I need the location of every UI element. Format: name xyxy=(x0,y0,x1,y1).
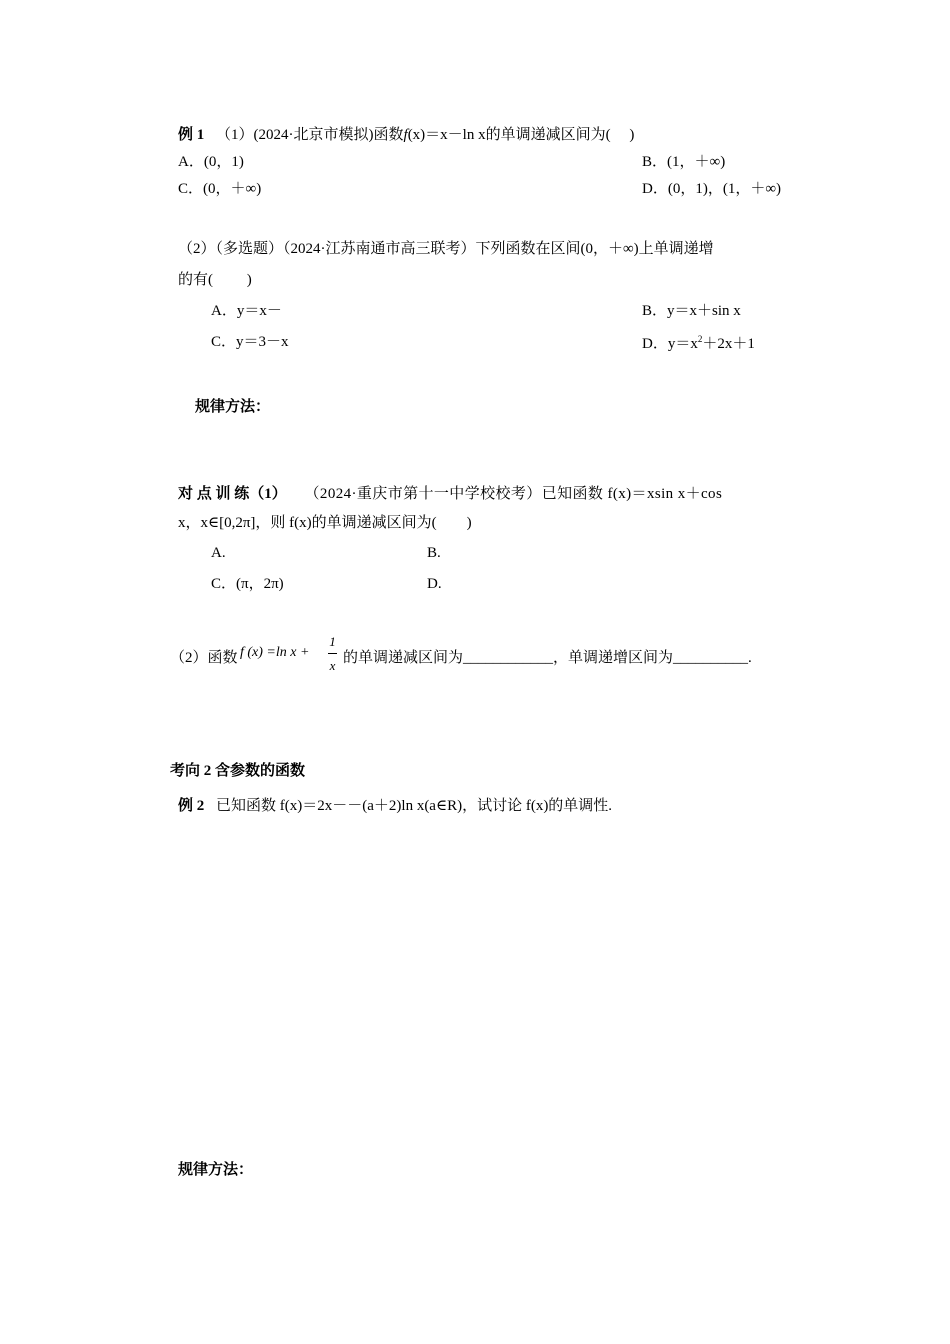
practice-option-c: C．(π，2π) xyxy=(211,576,284,592)
example-1-part2-line1: （2）（多选题）（2024·江苏南通市高三联考）下列函数在区间(0，＋∞)上单调递增 xyxy=(178,241,714,257)
example-1-lead: （1）(2024·北京市模拟)函数 xyxy=(216,127,404,143)
example-1-tail: 的单调递减区间为( ) xyxy=(485,127,635,143)
example-1-expr: (x)＝x－ln x xyxy=(407,127,486,143)
example-1-option-c: C．(0，＋∞) xyxy=(178,181,262,197)
example-2-text: 已知函数 f(x)＝2x－－(a＋2)ln x(a∈R)，试讨论 f(x)的单调性. xyxy=(216,798,613,814)
method-heading-1: 规律方法： xyxy=(195,399,271,415)
example-1-part2-option-d xyxy=(642,335,755,352)
practice-part2-lead: （2）函数 xyxy=(170,650,238,666)
example-2-label: 例 2 xyxy=(178,798,205,814)
example-1-part2-option-c: C．y＝3－x xyxy=(211,334,289,350)
method-heading-2: 规律方法： xyxy=(178,1162,254,1178)
practice-question: （2024·重庆市第十一中学校校考）已知函数 f(x)＝xsin x＋cos xyxy=(304,486,723,502)
practice-option-a: A. xyxy=(211,545,226,561)
practice-part2-formula: f (x) =ln x + xyxy=(240,645,310,660)
practice-part2-tail: 的单调递减区间为____________，单调递增区间为__________. xyxy=(343,650,752,666)
example-1-fx: f xyxy=(403,127,408,143)
practice-line2: x，x∈[0,2π]，则 f(x)的单调递减区间为( ) xyxy=(178,515,472,531)
example-1-part2-option-a: A．y＝x－ xyxy=(211,303,282,319)
fraction-bar xyxy=(328,653,337,654)
example-1-part2-option-b: B．y＝x＋sin x xyxy=(642,303,741,319)
example-1-option-a: A．(0，1) xyxy=(178,154,244,170)
example-1-line xyxy=(178,128,634,143)
option-d-exponent: 2 xyxy=(697,334,703,344)
example-2-line xyxy=(178,799,612,814)
option-d-pre: D．y＝x xyxy=(642,336,698,352)
example-1-label: 例 1 xyxy=(178,127,205,143)
example-1-option-b: B．(1，＋∞) xyxy=(642,154,726,170)
fraction-numerator: 1 xyxy=(329,634,336,649)
practice-option-b: B. xyxy=(427,545,441,561)
fraction-denominator: x xyxy=(329,658,336,673)
practice-option-d: D. xyxy=(427,576,442,592)
option-d-post: ＋2x＋1 xyxy=(702,336,755,352)
section-2-title: 考向 2 含参数的函数 xyxy=(170,763,306,779)
practice-label: 对 点 训 练（1） xyxy=(178,486,287,502)
practice-line1 xyxy=(178,487,722,502)
example-1-option-d: D．(0，1)，(1，＋∞) xyxy=(642,181,782,197)
example-1-part2-line2: 的有( ) xyxy=(178,272,252,288)
